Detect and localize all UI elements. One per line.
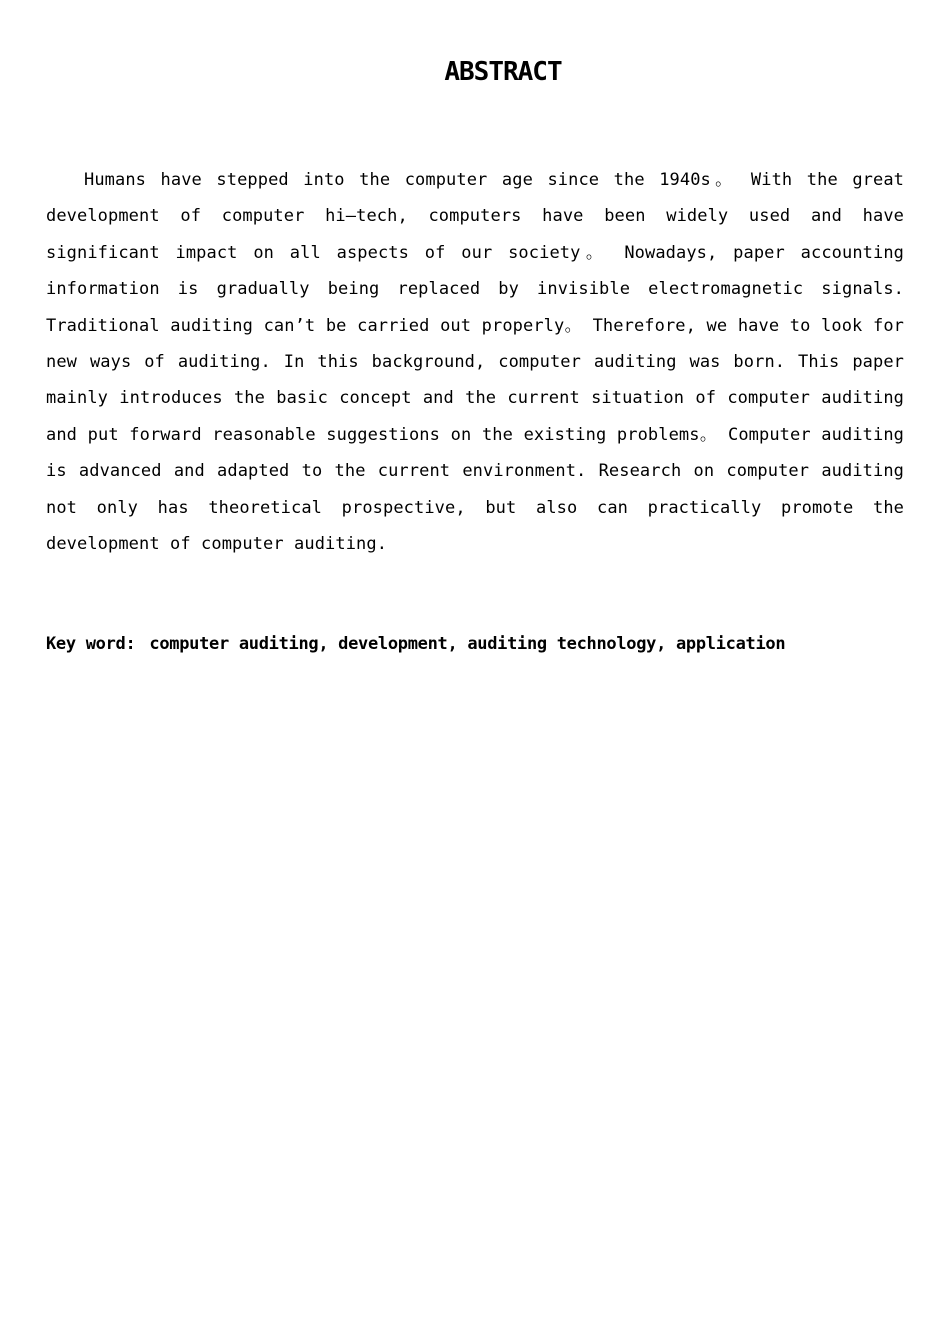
keywords-label: Key word: xyxy=(46,634,136,654)
abstract-body: Humans have stepped into the computer age since the 1940s。 With the great development of computer hi—tech, computers have been widely used and have significant impact on all aspects of our society。 Nowadays, paper accounting information is gradually being replaced by invisible electromagnetic signals. Traditional auditing can’t be carried out properly。 Therefore, we have to look for new ways of auditing. In this background, computer auditing was born. This paper mainly introduces the basic concept and the current situation of computer auditing and put forward reasonable suggestions on the existing problems。 Computer auditing is advanced and adapted to the current environment. Research on computer auditing not only has theoretical prospective, but also can practically promote the development of computer auditing. xyxy=(46,170,904,555)
abstract-title: ABSTRACT xyxy=(444,57,562,87)
keywords-line xyxy=(46,627,916,661)
keywords-value: computer auditing, development, auditing technology, application xyxy=(149,634,786,654)
